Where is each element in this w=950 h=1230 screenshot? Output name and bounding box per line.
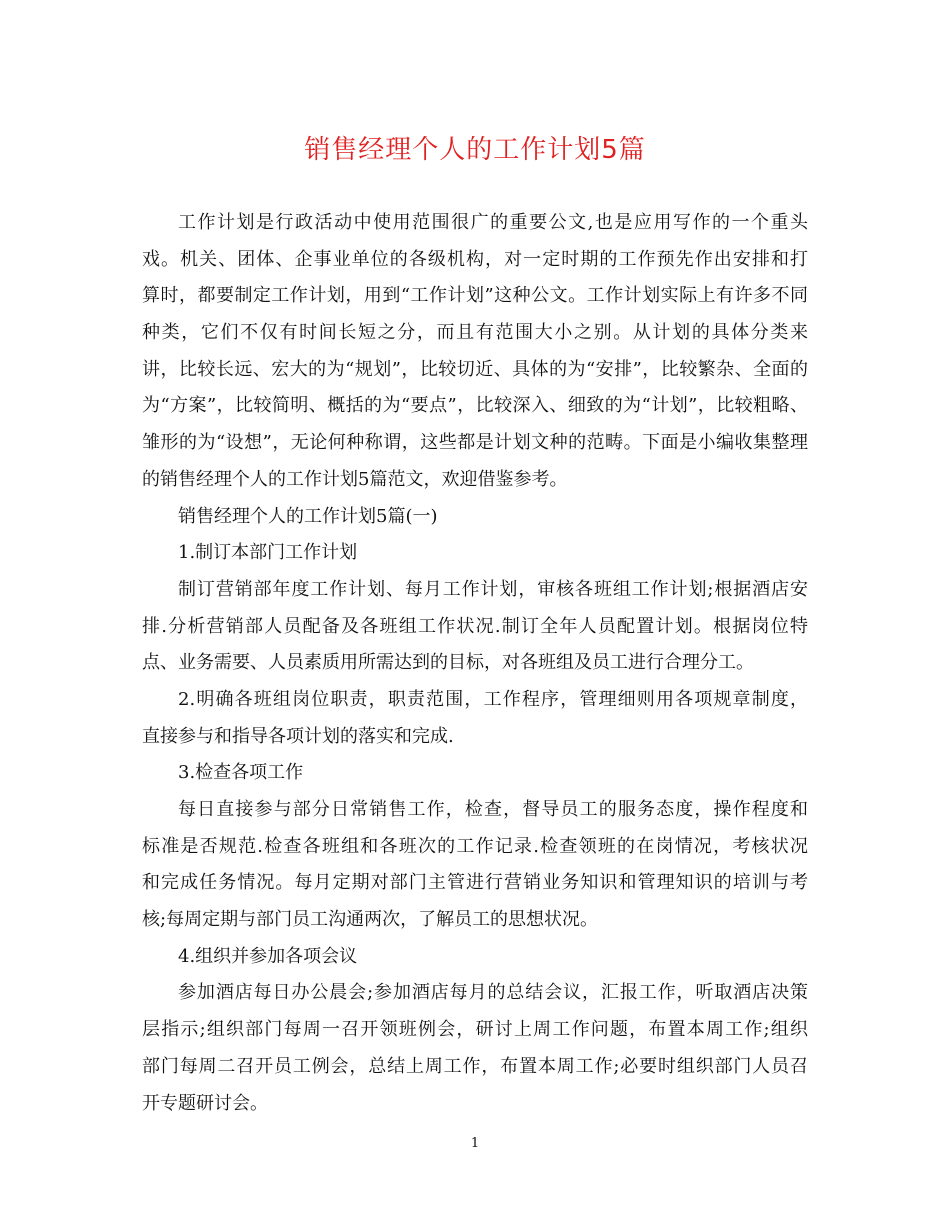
paragraph-line: 参加酒店每日办公晨会;参加酒店每月的总结会议，汇报工作，听取酒店决策	[178, 982, 808, 1004]
paragraph-line: 种类，它们不仅有时间长短之分，而且有范围大小之别。从计划的具体分类来	[142, 322, 808, 344]
paragraph-line: 制订营销部年度工作计划、每月工作计划，审核各班组工作计划;根据酒店安	[178, 578, 808, 600]
paragraph-line: 和完成任务情况。每月定期对部门主管进行营销业务知识和管理知识的培训与考	[142, 872, 808, 894]
document-title: 销售经理个人的工作计划5篇	[304, 135, 646, 165]
paragraph-line: 的销售经理个人的工作计划5篇范文，欢迎借鉴参考。	[142, 468, 568, 490]
paragraph-line: 雏形的为“设想”，无论何种称谓，这些都是计划文种的范畴。下面是小编收集整理	[142, 432, 808, 454]
item-heading: 3.检查各项工作	[178, 762, 304, 784]
paragraph-line: 工作计划是行政活动中使用范围很广的重要公文,也是应用写作的一个重头	[178, 212, 808, 233]
page-number: 1	[470, 1136, 480, 1151]
document-body	[142, 205, 808, 1122]
paragraph-line: 排.分析营销部人员配备及各班组工作状况.制订全年人员配置计划。根据岗位特	[142, 615, 808, 637]
paragraph-line: 戏。机关、团体、企事业单位的各级机构，对一定时期的工作预先作出安排和打	[142, 248, 808, 270]
item-heading: 4.组织并参加各项会议	[178, 945, 358, 967]
paragraph-line: 直接参与和指导各项计划的落实和完成.	[142, 725, 454, 747]
item-heading: 1.制订本部门工作计划	[178, 542, 358, 564]
paragraph-line: 为“方案”，比较简明、概括的为“要点”，比较深入、细致的为“计划”，比较粗略、	[142, 395, 808, 417]
section-heading: 销售经理个人的工作计划5篇(一)	[178, 505, 438, 527]
paragraph-line: 标准是否规范.检查各班组和各班次的工作记录.检查领班的在岗情况，考核状况	[142, 835, 808, 857]
paragraph-line: 层指示;组织部门每周一召开领班例会，研讨上周工作问题，布置本周工作;组织	[142, 1019, 808, 1041]
paragraph-line: 每日直接参与部分日常销售工作，检查，督导员工的服务态度，操作程度和	[178, 799, 808, 820]
paragraph-line: 核;每周定期与部门员工沟通两次，了解员工的思想状况。	[142, 909, 599, 931]
item-heading: 2.明确各班组岗位职责，职责范围，工作程序，管理细则用各项规章制度，	[178, 688, 808, 710]
paragraph-line: 部门每周二召开员工例会，总结上周工作，布置本周工作;必要时组织部门人员召	[142, 1055, 808, 1077]
paragraph-line: 开专题研讨会。	[142, 1092, 268, 1114]
paragraph-line: 算时，都要制定工作计划，用到“工作计划”这种公文。工作计划实际上有许多不同	[142, 285, 808, 307]
paragraph-line: 讲，比较长远、宏大的为“规划”，比较切近、具体的为“安排”，比较繁杂、全面的	[142, 358, 808, 380]
paragraph-line: 点、业务需要、人员素质用所需达到的目标，对各班组及员工进行合理分工。	[142, 652, 754, 674]
